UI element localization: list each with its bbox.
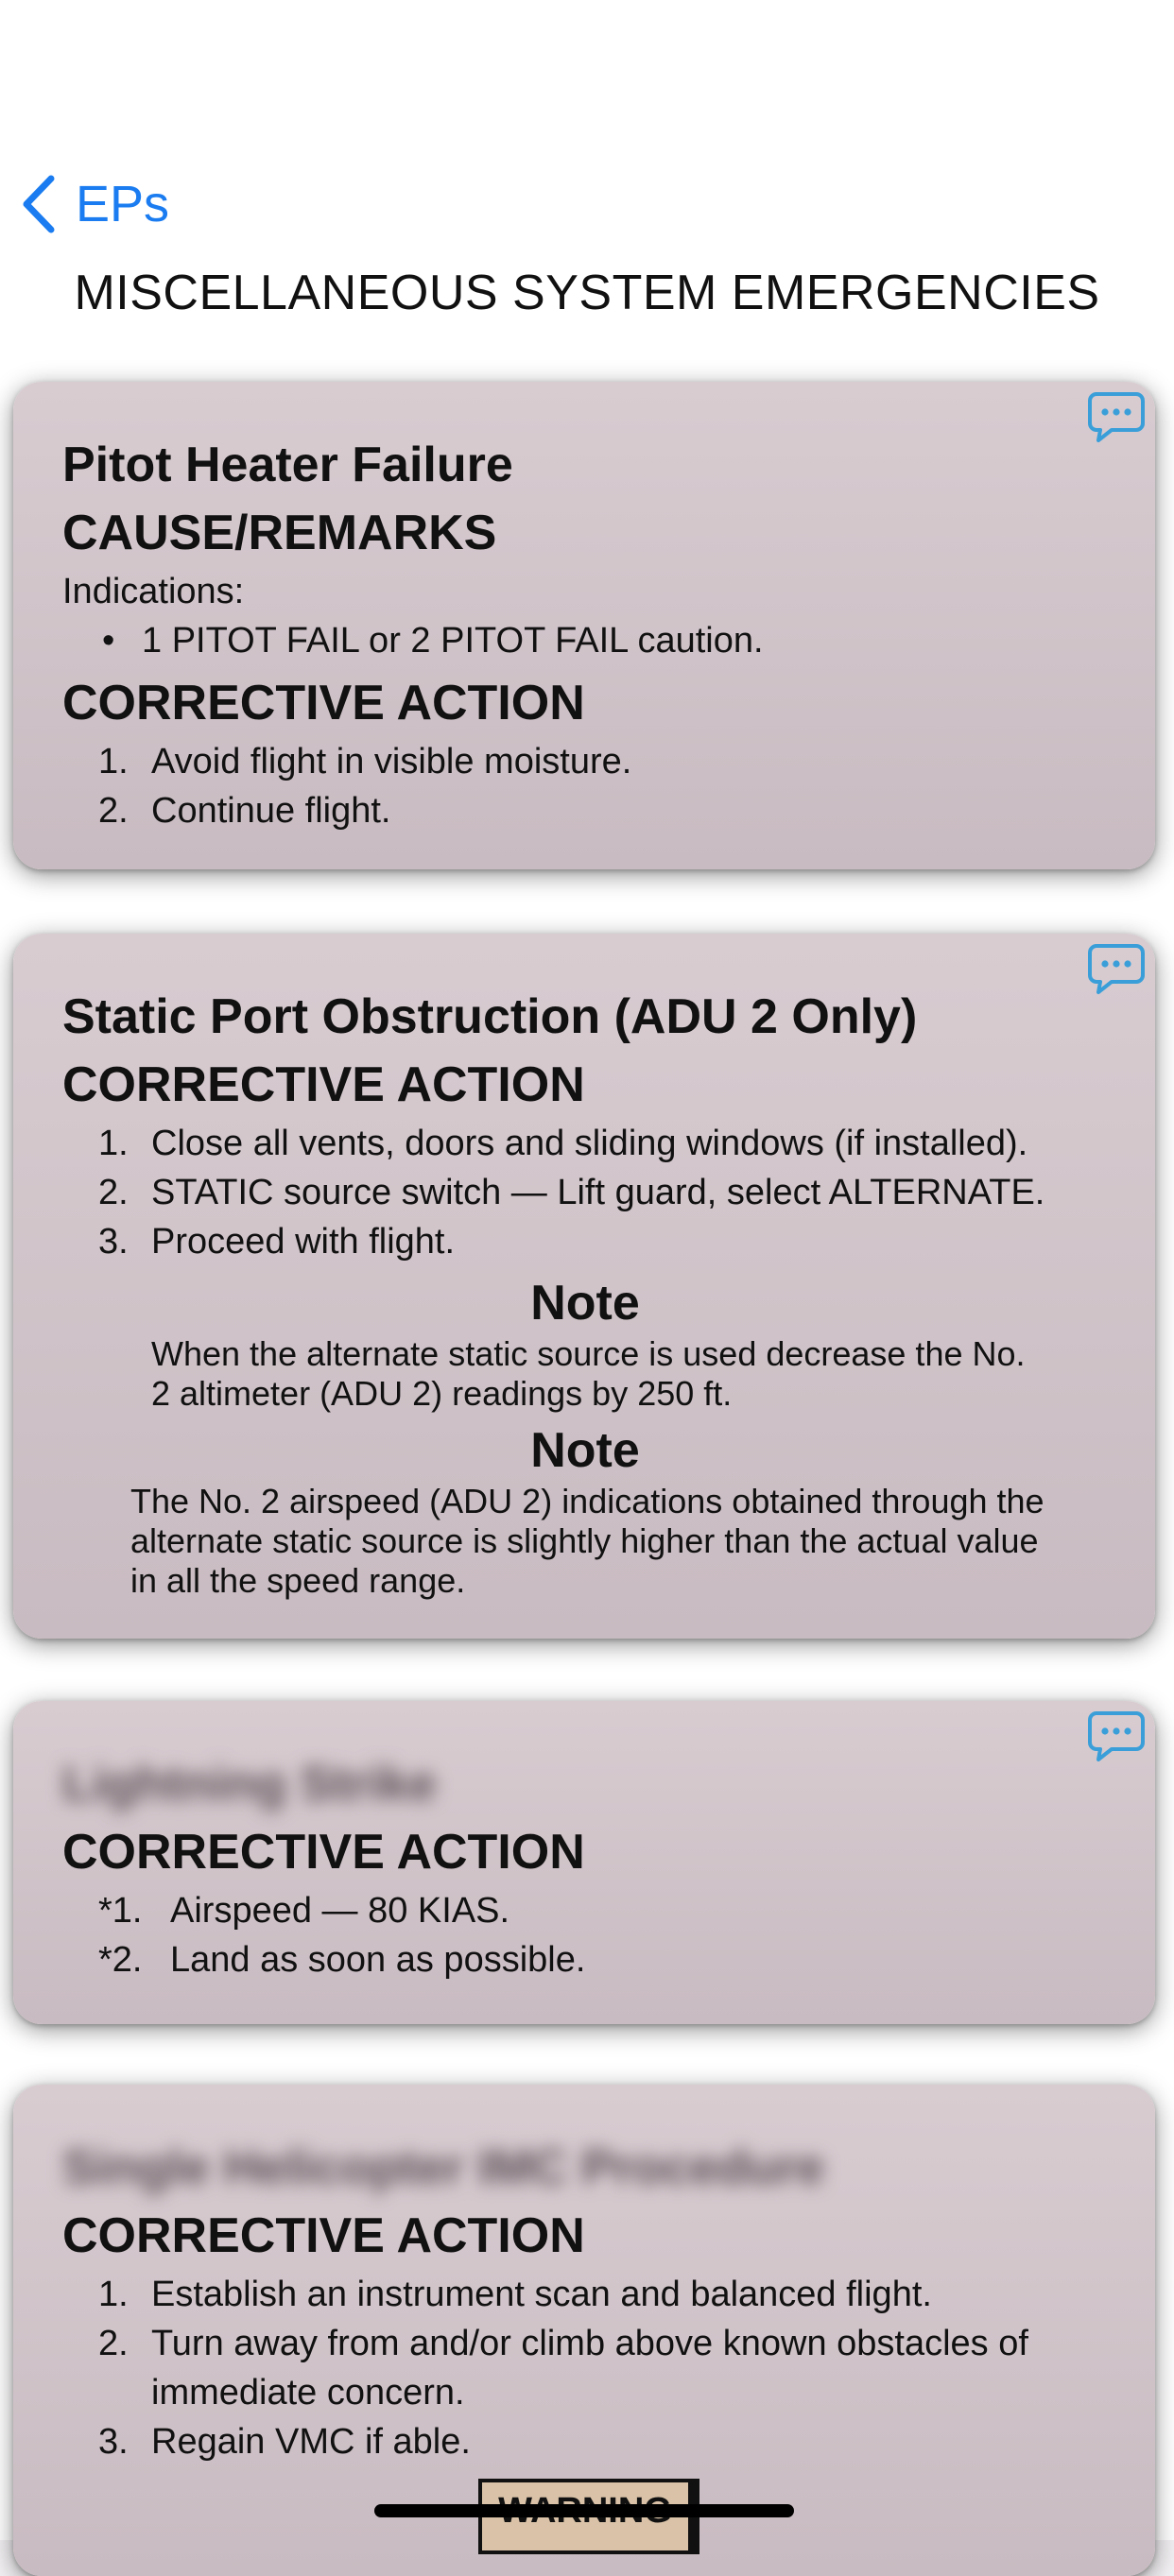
- step-text: Turn away from and/or climb above known obstacles of immediate concern.: [151, 2324, 1028, 2413]
- list-item: [62, 616, 1108, 665]
- step-text: STATIC source switch — Lift guard, select ALTERNATE.: [151, 1173, 1045, 1212]
- note-heading: Note: [530, 1423, 640, 1478]
- step-text: Close all vents, doors and sliding windows (if installed).: [151, 1124, 1028, 1163]
- bullet-text: 1 PITOT FAIL or 2 PITOT FAIL caution.: [142, 621, 764, 661]
- corrective-action-heading: CORRECTIVE ACTION: [62, 2208, 585, 2263]
- list-item: [62, 1886, 1108, 1935]
- cause-remarks-heading: CAUSE/REMARKS: [62, 506, 497, 560]
- list-item: [62, 1168, 1108, 1217]
- ep-card-lightning-strike[interactable]: [13, 1701, 1155, 2024]
- card-title: Pitot Heater Failure: [62, 438, 513, 492]
- indications-label: Indications:: [62, 572, 245, 611]
- step-number: 2.: [98, 1173, 129, 1212]
- list-item: [62, 2270, 1108, 2319]
- ep-card-static-port[interactable]: [13, 934, 1155, 1639]
- corrective-action-heading: CORRECTIVE ACTION: [62, 1825, 585, 1880]
- back-button-label: EPs: [76, 176, 170, 232]
- corrective-action-heading: CORRECTIVE ACTION: [62, 1057, 585, 1112]
- bullet-icon: •: [102, 621, 115, 661]
- step-number: *1.: [98, 1891, 143, 1931]
- list-item: [62, 1119, 1108, 1168]
- back-button[interactable]: [19, 168, 169, 240]
- chevron-left-icon: [19, 175, 57, 233]
- list-item: [62, 2319, 1108, 2417]
- note-heading: Note: [530, 1276, 640, 1331]
- navigation-header: [0, 0, 1174, 363]
- card-title-blurred: Single Helicopter IMC Procedure: [62, 2140, 825, 2195]
- note-text: The No. 2 airspeed (ADU 2) indications obtained through the alternate static source is slightly higher than the actual value in all the speed range.: [130, 1482, 1045, 1600]
- step-number: 1.: [98, 1124, 129, 1163]
- step-text: Continue flight.: [151, 791, 391, 831]
- list-item: [62, 1935, 1108, 1984]
- list-item: [62, 786, 1108, 835]
- corrective-action-heading: CORRECTIVE ACTION: [62, 676, 585, 730]
- list-item: [62, 737, 1108, 786]
- step-number: 2.: [98, 791, 129, 831]
- step-number: 2.: [98, 2324, 129, 2363]
- page-title: MISCELLANEOUS SYSTEM EMERGENCIES: [74, 266, 1100, 320]
- card-title: Static Port Obstruction (ADU 2 Only): [62, 989, 918, 1044]
- list-item: [62, 1217, 1108, 1266]
- step-number: 3.: [98, 2422, 129, 2462]
- list-item: [62, 2417, 1108, 2466]
- step-text: Avoid flight in visible moisture.: [151, 742, 632, 781]
- step-number: 3.: [98, 1222, 129, 1262]
- step-text: Regain VMC if able.: [151, 2422, 471, 2462]
- step-number: *2.: [98, 1940, 143, 1980]
- step-text: Establish an instrument scan and balanced flight.: [151, 2275, 932, 2314]
- step-number: 1.: [98, 742, 129, 781]
- step-text: Land as soon as possible.: [170, 1940, 586, 1980]
- ep-card-pitot-heater[interactable]: [13, 382, 1155, 869]
- chat-bubble-ellipsis-icon[interactable]: [1087, 941, 1146, 996]
- home-indicator[interactable]: [374, 2504, 794, 2517]
- step-number: 1.: [98, 2275, 129, 2314]
- note-text: When the alternate static source is used decrease the No. 2 altimeter (ADU 2) readings by 250 ft.: [151, 1334, 1026, 1413]
- card-title-blurred: Lightning Strike: [62, 1757, 437, 1812]
- step-text: Airspeed — 80 KIAS.: [170, 1891, 510, 1931]
- chat-bubble-ellipsis-icon[interactable]: [1087, 389, 1146, 444]
- step-text: Proceed with flight.: [151, 1222, 456, 1262]
